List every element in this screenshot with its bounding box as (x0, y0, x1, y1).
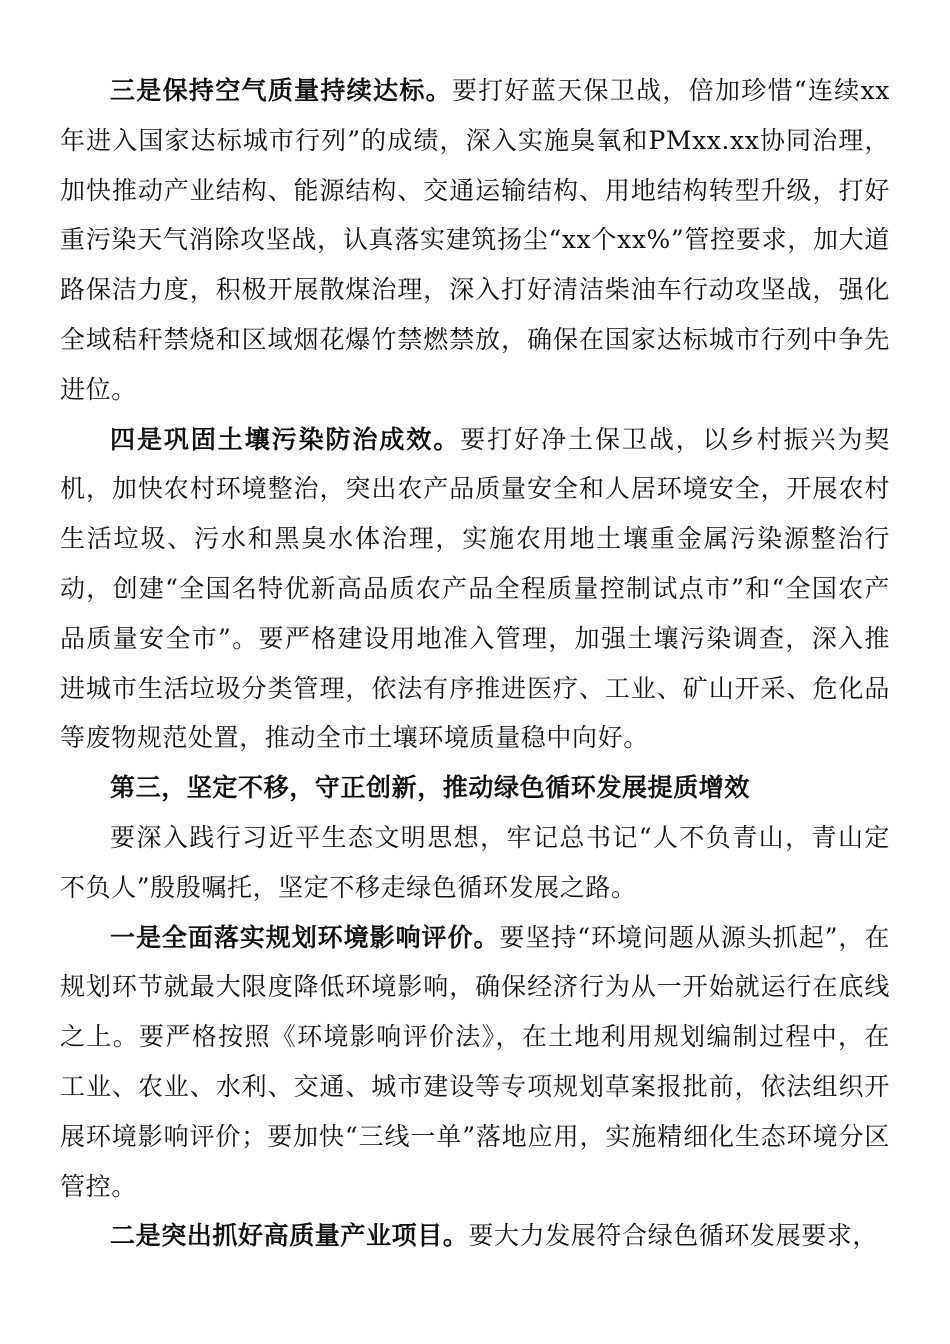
paragraph-industry-projects (60, 1211, 890, 1261)
paragraph-intro (60, 813, 890, 913)
paragraph-body: 要大力发展符合绿色循环发展要求， (468, 1221, 879, 1251)
paragraph-lead: 四是巩固土壤污染防治成效。 (110, 424, 461, 454)
paragraph-lead: 二是突出抓好高质量产业项目。 (110, 1221, 469, 1251)
paragraph-lead: 三是保持空气质量持续达标。 (110, 76, 452, 105)
paragraph-body: 要打好净土保卫战，以乡村振兴为契机，加快农村环境整治，突出农产品质量安全和人居环境安全，开展农村生活垃圾、污水和黑臭水体治理，实施农用地土壤重金属污染源整治行动，创建“全国名特优新高品质农产品全程质量控制试点市”和“全国农产品质量安全市”。要严格建设用地准入管理，加强土壤污染调查，深入推进城市生活垃圾分类管理，依法有序推进医疗、工业、矿山开采、危化品等废物规范处置，推动全市土壤环境质量稳中向好。 (60, 424, 890, 753)
paragraph-body: 要坚持“环境问题从源头抓起”，在规划环节就最大限度降低环境影响，确保经济行为从一开始就运行在底线之上。要严格按照《环境影响评价法》，在土地利用规划编制过程中，在工业、农业、水利、交通、城市建设等专项规划草案报批前，依法组织开展环境影响评价；要加快“三线一单”落地应用，实施精细化生态环境分区管控。 (60, 922, 890, 1201)
paragraph-soil-pollution (60, 415, 890, 764)
paragraph-body: 要深入践行习近平生态文明思想，牢记总书记“人不负青山，青山定不负人”殷殷嘱托，坚定不移走绿色循环发展之路。 (60, 822, 890, 902)
paragraph-lead: 一是全面落实规划环境影响评价。 (110, 922, 500, 952)
paragraph-environmental-assessment (60, 913, 890, 1212)
document-page (60, 66, 890, 1261)
paragraph-body: 要打好蓝天保卫战，倍加珍惜“连续xx年进入国家达标城市行列”的成绩，深入实施臭氧和PMxx.xx协同治理，加快推动产业结构、能源结构、交通运输结构、用地结构转型升级，打好重污染天气消除攻坚战，认真落实建筑扬尘“xx个xx%”管控要求，加大道路保洁力度，积极开展散煤治理，深入打好清洁柴油车行动攻坚战，强化全域秸秆禁烧和区域烟花爆竹禁燃禁放，确保在国家达标城市行列中争先进位。 (60, 76, 890, 404)
section-heading: 第三，坚定不移，守正创新，推动绿色循环发展提质增效 (110, 773, 751, 803)
paragraph-air-quality (60, 66, 890, 415)
